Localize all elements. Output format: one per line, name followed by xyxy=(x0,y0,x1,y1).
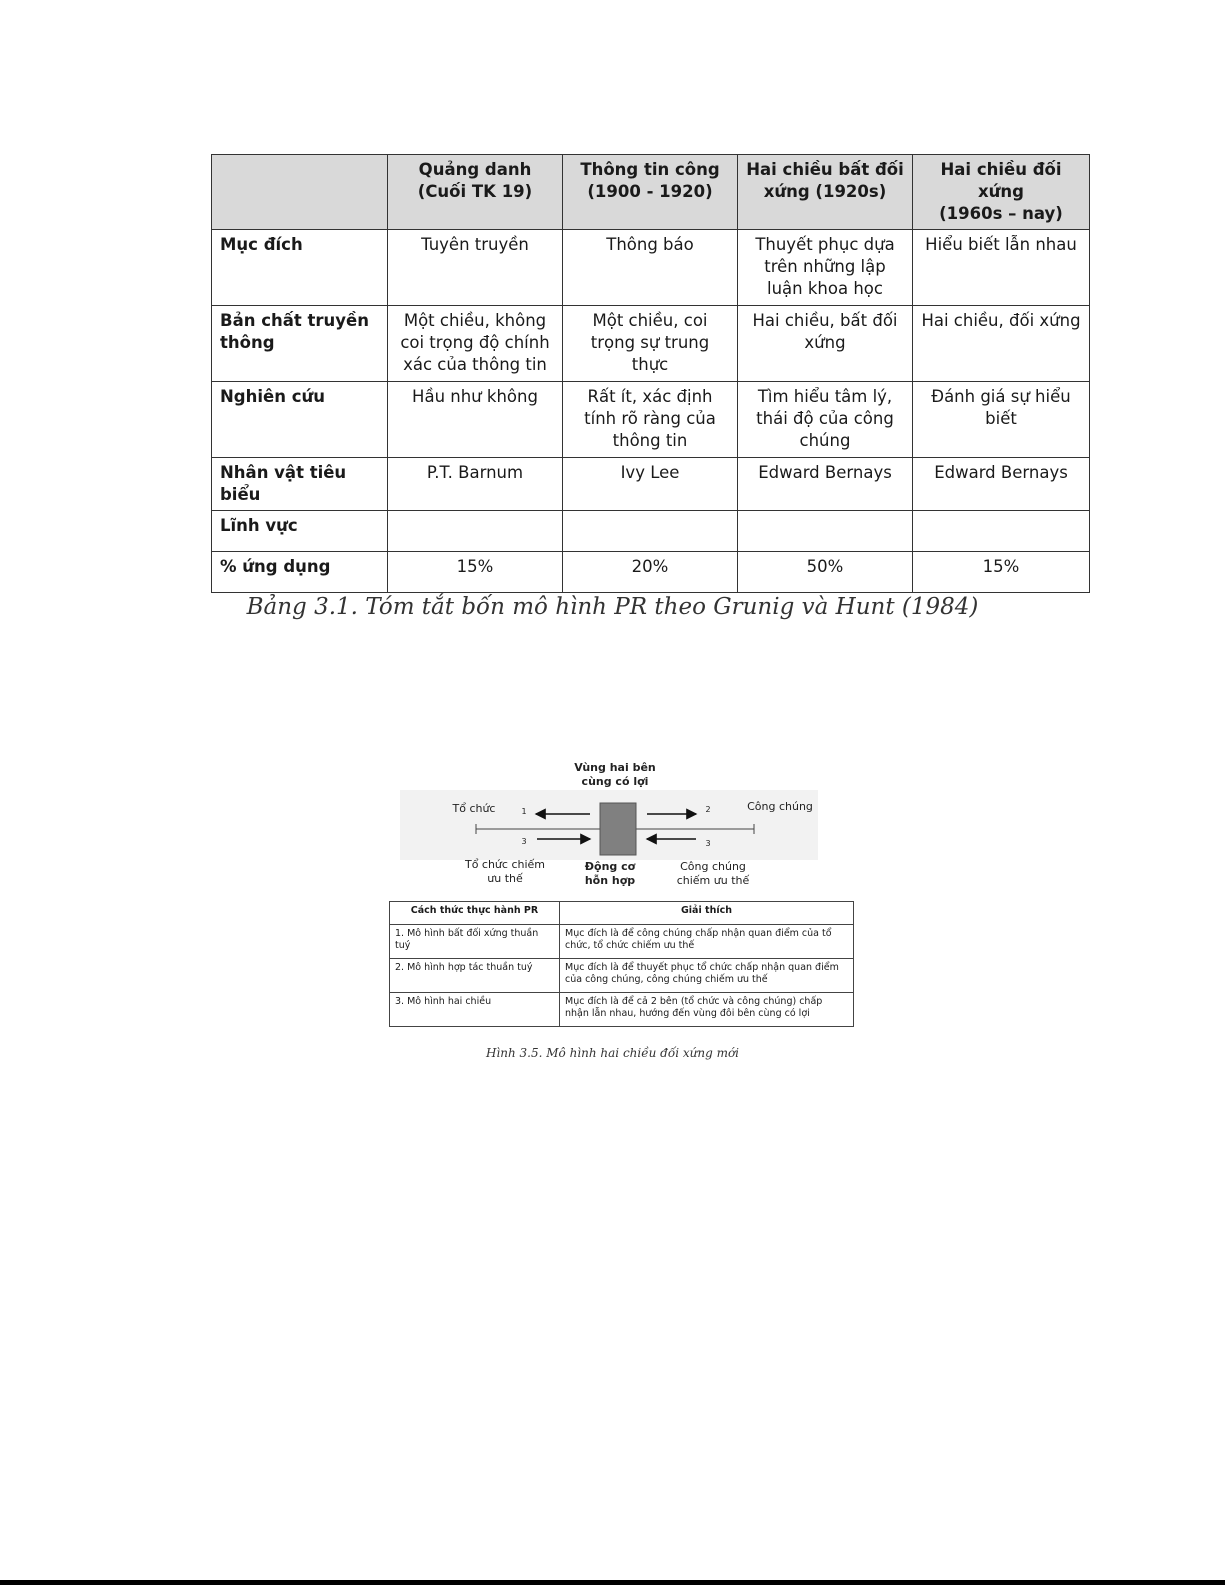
table-cell: Hai chiều, đối xứng xyxy=(913,306,1090,382)
table-header-row xyxy=(390,902,854,925)
header-two-way-asymmetric: Hai chiều bất đối xứng (1920s) xyxy=(738,155,913,230)
header-explanation: Giải thích xyxy=(560,902,854,925)
header-public-information: Thông tin công (1900 - 1920) xyxy=(563,155,738,230)
table-row-key-figure xyxy=(212,458,1090,511)
table-cell: Ivy Lee xyxy=(563,458,738,511)
arrow-1-number: 1 xyxy=(521,807,527,816)
row-label: Bản chất truyền thông xyxy=(212,306,388,382)
practice-cell: 3. Mô hình hai chiều xyxy=(390,993,560,1027)
table-row-field xyxy=(212,511,1090,552)
table-header-row xyxy=(212,155,1090,230)
table-cell: Đánh giá sự hiểu biết xyxy=(913,382,1090,458)
practice-cell: 2. Mô hình hợp tác thuần tuý xyxy=(390,959,560,993)
pr-models-table xyxy=(211,154,1090,593)
table-cell: Thông báo xyxy=(563,230,738,306)
table-row-usage xyxy=(212,552,1090,593)
public-dominant-label: Công chúng chiếm ưu thế xyxy=(676,860,750,887)
table-cell: Tuyên truyền xyxy=(388,230,563,306)
table-cell xyxy=(738,511,913,552)
table-cell: Edward Bernays xyxy=(913,458,1090,511)
explanation-cell: Mục đích là để cả 2 bên (tổ chức và công chúng) chấp nhận lẫn nhau, hướng đến vùng đôi bên cùng có lợi xyxy=(560,993,854,1027)
table-cell: Hiểu biết lẫn nhau xyxy=(913,230,1090,306)
win-win-zone-label: Vùng hai bên cùng có lợi xyxy=(574,761,656,788)
arrow-3-right-number: 3 xyxy=(705,839,711,848)
table-cell: P.T. Barnum xyxy=(388,458,563,511)
table-row xyxy=(390,993,854,1027)
row-label: % ứng dụng xyxy=(212,552,388,593)
header-practice: Cách thức thực hành PR xyxy=(390,902,560,925)
table-row-nature xyxy=(212,306,1090,382)
table-cell: 50% xyxy=(738,552,913,593)
page-bottom-rule xyxy=(0,1580,1225,1585)
table-row xyxy=(390,925,854,959)
explanation-cell: Mục đích là để công chúng chấp nhận quan điểm của tổ chức, tổ chức chiếm ưu thế xyxy=(560,925,854,959)
table-cell: 20% xyxy=(563,552,738,593)
row-label: Nghiên cứu xyxy=(212,382,388,458)
practice-cell: 1. Mô hình bất đối xứng thuần tuý xyxy=(390,925,560,959)
table-cell: 15% xyxy=(388,552,563,593)
pr-practice-table xyxy=(389,901,854,1027)
header-corner xyxy=(212,155,388,230)
table-cell: 15% xyxy=(913,552,1090,593)
table-cell: Hầu như không xyxy=(388,382,563,458)
table-cell xyxy=(388,511,563,552)
explanation-cell: Mục đích là để thuyết phục tổ chức chấp nhận quan điểm của công chúng, công chúng chiếm ưu thế xyxy=(560,959,854,993)
table-cell xyxy=(563,511,738,552)
mixed-motive-label: Động cơ hỗn hợp xyxy=(584,860,636,887)
row-label: Lĩnh vực xyxy=(212,511,388,552)
table-cell: Rất ít, xác định tính rõ ràng của thông tin xyxy=(563,382,738,458)
table-caption: Bảng 3.1. Tóm tắt bốn mô hình PR theo Grunig và Hunt (1984) xyxy=(246,594,979,620)
table-row-purpose xyxy=(212,230,1090,306)
table-cell: Một chiều, coi trọng sự trung thực xyxy=(563,306,738,382)
table-row-research xyxy=(212,382,1090,458)
table-cell: Hai chiều, bất đối xứng xyxy=(738,306,913,382)
arrow-3-left-number: 3 xyxy=(521,837,527,846)
organization-label: Tổ chức xyxy=(452,802,496,815)
table-cell: Tìm hiểu tâm lý, thái độ của công chúng xyxy=(738,382,913,458)
mixed-motive-box xyxy=(600,803,636,855)
table-cell: Một chiều, không coi trọng độ chính xác của thông tin xyxy=(388,306,563,382)
table-cell: Edward Bernays xyxy=(738,458,913,511)
table-row xyxy=(390,959,854,993)
organization-dominant-label: Tổ chức chiếm ưu thế xyxy=(464,858,546,885)
header-publicity: Quảng danh (Cuối TK 19) xyxy=(388,155,563,230)
row-label: Mục đích xyxy=(212,230,388,306)
figure-caption: Hình 3.5. Mô hình hai chiều đối xứng mới xyxy=(485,1046,740,1060)
table-cell: Thuyết phục dựa trên những lập luận khoa học xyxy=(738,230,913,306)
row-label: Nhân vật tiêu biểu xyxy=(212,458,388,511)
arrow-2-number: 2 xyxy=(705,805,711,814)
table-cell xyxy=(913,511,1090,552)
header-two-way-symmetric: Hai chiều đối xứng (1960s – nay) xyxy=(913,155,1090,230)
symmetric-model-diagram xyxy=(380,755,840,895)
public-label: Công chúng xyxy=(747,800,813,813)
